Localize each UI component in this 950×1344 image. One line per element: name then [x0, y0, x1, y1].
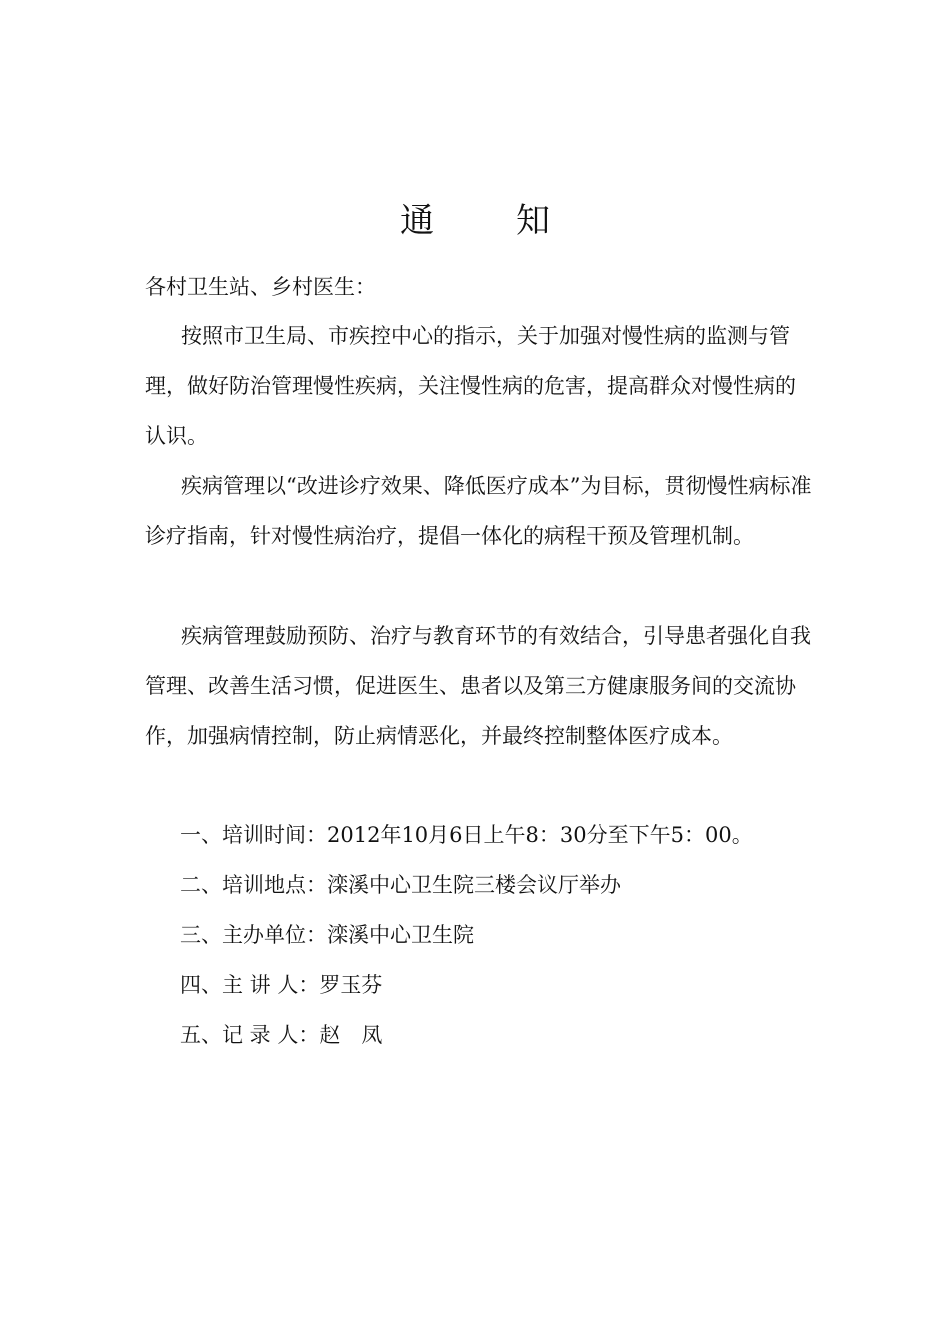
item-training-time: 一、培训时间：2012年10月6日上午8：30分至下午5：00。 — [180, 823, 753, 847]
paragraph-2: 疾病管理以“改进诊疗效果、降低医疗成本”为目标，贯彻慢性病标准诊疗指南，针对慢性病治疗，提倡一体化的病程干预及管理机制。 — [145, 474, 812, 548]
paragraph-3: 疾病管理鼓励预防、治疗与教育环节的有效结合，引导患者强化自我管理、改善生活习惯，促进医生、患者以及第三方健康服务间的交流协作，加强病情控制，防止病情恶化，并最终控制整体医疗成本。 — [145, 624, 811, 748]
paragraph-1: 按照市卫生局、市疾控中心的指示，关于加强对慢性病的监测与管理，做好防治管理慢性疾病，关注慢性病的危害，提高群众对慢性病的认识。 — [145, 324, 796, 448]
salutation: 各村卫生站、乡村医生： — [145, 275, 376, 299]
item-recorder: 五、记 录 人：赵 凤 — [180, 1023, 383, 1047]
item-organizer: 三、主办单位：滦溪中心卫生院 — [180, 923, 474, 947]
item-lecturer: 四、主 讲 人：罗玉芬 — [180, 973, 383, 997]
item-training-location: 二、培训地点：滦溪中心卫生院三楼会议厅举办 — [180, 873, 621, 897]
title-char-1: 通 — [400, 201, 434, 241]
notice-title — [0, 196, 950, 246]
title-char-2: 知 — [516, 201, 550, 241]
